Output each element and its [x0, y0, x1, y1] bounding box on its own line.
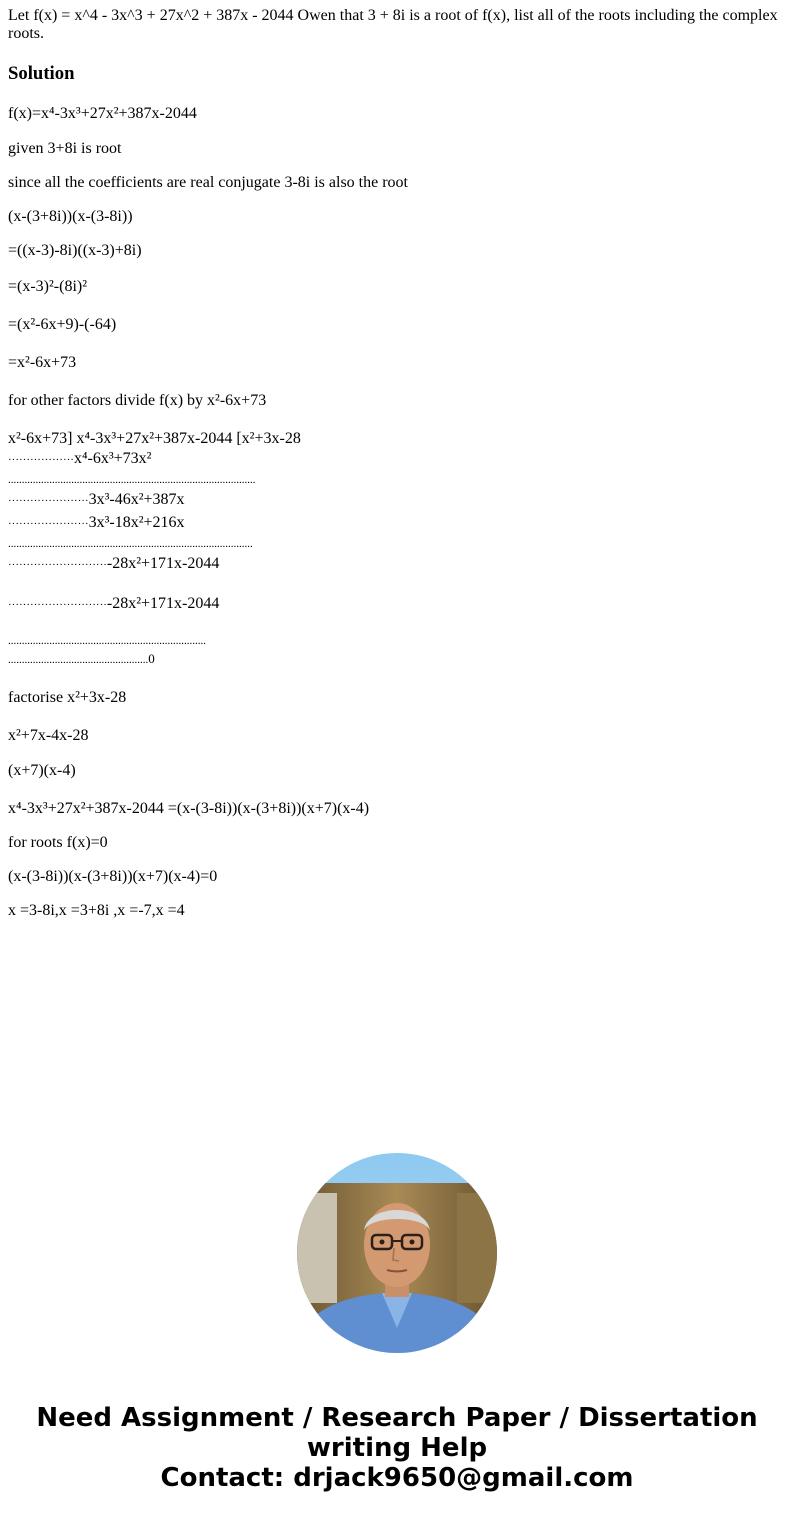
step-product-4: =(x²-6x+9)-(-64) [8, 316, 117, 333]
step-full-factor: x⁴-3x³+27x²+387x-2044 =(x-(3-8i))(x-(3+8i))(x+7)(x-4) [8, 800, 370, 817]
division-row-2-text: 3x³-46x²+387x [88, 491, 185, 508]
step-product-5: =x²-6x+73 [8, 354, 77, 371]
division-row-3 [8, 514, 786, 533]
solution-heading: Solution [8, 63, 75, 84]
leader-dots: ······················ [8, 495, 89, 507]
step-function: f(x)=x⁴-3x³+27x²+387x-2044 [8, 105, 197, 122]
step-roots-equation: (x-(3-8i))(x-(3+8i))(x+7)(x-4)=0 [8, 868, 218, 885]
step-factored: (x+7)(x-4) [8, 762, 76, 779]
step-split: x²+7x-4x-28 [8, 727, 89, 744]
author-photo [297, 1153, 497, 1353]
division-row-3-text: 3x³-18x²+216x [88, 514, 185, 531]
division-rule: .......................................................................................... [8, 474, 256, 486]
step-roots: x =3-8i,x =3+8i ,x =-7,x =4 [8, 902, 185, 919]
leader-dots: ··························· [8, 559, 107, 571]
leader-dots: ······················ [8, 518, 89, 530]
division-rule: ......................................................................................... [8, 538, 253, 550]
leader-dots: ··························· [8, 599, 107, 611]
division-row-4-text: -28x²+171x-2044 [106, 555, 220, 572]
question-text: Let f(x) = x^4 - 3x^3 + 27x^2 + 387x - 2044 Owen that 3 + 8i is a root of f(x), list all of the roots including the complex roots. [8, 7, 778, 42]
division-row-2 [8, 491, 786, 510]
step-conjugate: since all the coefficients are real conjugate 3-8i is also the root [8, 174, 408, 191]
division-rule: ........................................................................ [8, 635, 206, 647]
step-product-3: =(x-3)²-(8i)² [8, 278, 88, 295]
step-product-1: (x-(3+8i))(x-(3-8i)) [8, 208, 133, 225]
division-header: x²-6x+73] x⁴-3x³+27x²+387x-2044 [x²+3x-28 [8, 430, 301, 447]
banner-line-1: Need Assignment / Research Paper / Dissertation [36, 1403, 758, 1433]
division-row-1 [8, 450, 786, 469]
leader-dots: ................................................... [8, 654, 149, 666]
banner-contact-email: Contact: drjack9650@gmail.com [160, 1463, 634, 1493]
division-row-5 [8, 595, 786, 614]
division-remainder-value: 0 [148, 651, 155, 666]
author-avatar [297, 1153, 497, 1353]
step-product-2: =((x-3)-8i)((x-3)+8i) [8, 242, 142, 259]
step-given: given 3+8i is root [8, 140, 122, 157]
division-row-1-text: x⁴-6x³+73x² [73, 450, 152, 467]
division-row-5-text: -28x²+171x-2044 [106, 595, 220, 612]
banner-line-2: writing Help [306, 1433, 488, 1463]
contact-banner [0, 1403, 794, 1493]
solution-content [8, 7, 786, 920]
step-divide: for other factors divide f(x) by x²-6x+73 [8, 392, 267, 409]
division-remainder [8, 650, 786, 669]
step-factorise: factorise x²+3x-28 [8, 689, 127, 706]
leader-dots: ·················· [8, 454, 74, 466]
division-row-4 [8, 555, 786, 574]
step-roots-condition: for roots f(x)=0 [8, 834, 108, 851]
